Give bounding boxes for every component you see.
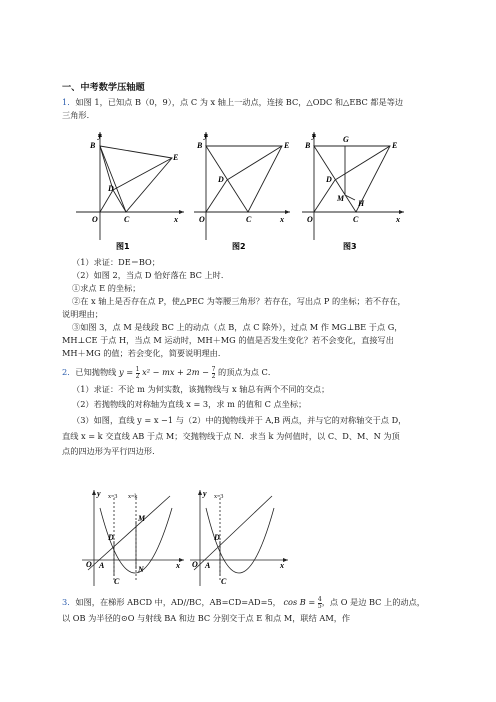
fraction-half xyxy=(136,367,140,380)
q1-part2-b-line2: 说明理由； xyxy=(62,309,103,319)
q1-part2-a: ①求点 E 的坐标； xyxy=(72,283,141,293)
q2-part3-line2: 直线 x = k 交直线 AB 于点 M；交抛物线于点 N．求当 k 为何值时，以 C、D、M、N 为顶 xyxy=(62,431,400,441)
q1-part2: （2）如图 2，当点 D 恰好落在 BC 上时． xyxy=(72,270,230,280)
segment-OD xyxy=(206,180,227,212)
label-D: D xyxy=(108,533,114,542)
line-AB xyxy=(88,496,170,570)
label-D: D xyxy=(214,533,220,542)
label-A: A xyxy=(205,561,211,570)
line-AB xyxy=(194,496,272,570)
segment-DE xyxy=(227,146,282,180)
q2-number: 2． xyxy=(62,367,76,377)
label-x3: x=3 xyxy=(214,494,224,500)
label-E: E xyxy=(284,141,290,150)
formula-mid: x² − mx + 2m − xyxy=(142,367,209,377)
label-M: M xyxy=(138,514,146,523)
label-x: x xyxy=(280,561,284,570)
label-O: O xyxy=(192,560,198,569)
q1-part2-c-line3: MH＋MG 的值；若会变化，简要说明理由． xyxy=(62,348,227,358)
segment-DE xyxy=(335,146,390,180)
label-C: C xyxy=(221,577,227,586)
q2-figure-right xyxy=(188,488,293,588)
q1-part2-c-line2: MH⊥CE 于点 H，当点 M 运动时，MH＋MG 的值是否发生变化？若不会变化，直接写出 xyxy=(62,335,394,345)
label-D: D xyxy=(108,184,114,193)
q3-stem-line2: 以 OB 为半径的⊙O 与射线 BA 和边 BC 分别交于点 E 和点 M，联结 AM，作 xyxy=(62,613,351,623)
frac1-den: 2 xyxy=(135,372,140,380)
q2-part3-line1: （3）如图，直线 y = x −1 与（2）中的抛物线并于 A,B 两点，并与它的对称轴交于点 D， xyxy=(72,415,407,425)
fraction-seven-halves xyxy=(212,367,216,380)
segment-DE xyxy=(113,158,172,190)
fig1-caption: 图1 xyxy=(116,242,130,251)
q1-stem-line1 xyxy=(62,97,403,108)
label-x: x xyxy=(280,215,284,224)
label-y: y xyxy=(97,489,101,498)
q1-part1: （1）求证：DE＝BO； xyxy=(72,257,160,267)
q1-part2-b-line1: ②在 x 轴上是否存在点 P，使△PEC 为等腰三角形？若存在，写出点 P 的坐标；若不存在， xyxy=(72,296,406,306)
label-x: x xyxy=(396,215,400,224)
cos-label: cos B = xyxy=(283,597,316,607)
label-D: D xyxy=(218,175,224,184)
label-y: y xyxy=(98,131,102,140)
label-O: O xyxy=(199,215,205,224)
label-H: H xyxy=(358,199,365,208)
q2-stem xyxy=(62,364,276,380)
section-title: 一、中考数学压轴题 xyxy=(62,82,145,93)
label-y: y xyxy=(204,131,208,140)
label-C: C xyxy=(124,215,130,224)
label-B: B xyxy=(197,141,203,150)
label-E: E xyxy=(173,153,179,162)
frac1-num: 1 xyxy=(135,365,140,373)
label-x: x xyxy=(176,561,180,570)
q3-stem-post: ，点 O 是边 BC 上的动点， xyxy=(321,597,425,607)
label-O: O xyxy=(86,560,92,569)
cos-num: 4 xyxy=(317,595,322,603)
label-E: E xyxy=(392,141,398,150)
q1-number: 1． xyxy=(62,97,76,107)
label-G: G xyxy=(343,135,349,144)
label-y: y xyxy=(312,131,316,140)
label-C: C xyxy=(246,215,252,224)
label-O: O xyxy=(307,215,313,224)
label-M: M xyxy=(337,194,345,203)
label-B: B xyxy=(90,141,96,150)
label-D: D xyxy=(326,175,332,184)
q1-stem-text: 如图 1，已知点 B（0，9），点 C 为 x 轴上一动点，连接 BC，△ODC 和△EBC 都是等边 xyxy=(75,97,404,107)
label-xk: x=k xyxy=(128,494,138,500)
label-O: O xyxy=(92,215,98,224)
q1-part2-c-line1: ③如图 3，点 M 是线段 BC 上的动点（点 B，点 C 除外），过点 M 作 MG⊥BE 于点 G， xyxy=(72,322,403,332)
q1-stem-line2: 三角形． xyxy=(62,110,95,120)
label-N: N xyxy=(138,565,144,574)
label-A: A xyxy=(99,561,105,570)
fig2-caption: 图2 xyxy=(232,242,246,251)
formula-y: y = xyxy=(118,367,134,377)
label-C: C xyxy=(353,215,359,224)
q2-stem-pre: 已知抛物线 xyxy=(75,367,117,377)
label-C: C xyxy=(114,577,120,586)
cos-den: 5 xyxy=(317,602,322,610)
label-x3: x=3 xyxy=(108,494,118,500)
q2-figure-left xyxy=(80,488,190,588)
label-x: x xyxy=(174,215,178,224)
q2-part3-line3: 点的四边形为平行四边形． xyxy=(62,446,161,456)
q1-figure-1 xyxy=(72,128,192,256)
q3-stem-line1 xyxy=(62,594,425,610)
fig3-caption: 图3 xyxy=(343,242,357,251)
segment-OD xyxy=(314,180,335,212)
label-y: y xyxy=(203,489,207,498)
q2-part1: （1）求证：不论 m 为何实数，该抛物线与 x 轴总有两个不同的交点； xyxy=(72,384,330,394)
frac2-den: 2 xyxy=(211,372,216,380)
q3-number: 3． xyxy=(62,597,76,607)
q2-stem-post: 的顶点为点 C． xyxy=(218,367,277,377)
q3-stem-pre: 如图，在梯形 ABCD 中，AD//BC，AB=CD=AD=5， xyxy=(75,597,281,607)
q2-part2: （2）若抛物线的对称轴为直线 x = 3，求 m 的值和 C 点坐标； xyxy=(72,399,307,409)
q1-figure-3 xyxy=(298,128,408,256)
frac2-num: 7 xyxy=(211,365,216,373)
label-B: B xyxy=(305,141,311,150)
triangle-EBC xyxy=(100,146,172,212)
q1-figure-2 xyxy=(190,128,295,256)
